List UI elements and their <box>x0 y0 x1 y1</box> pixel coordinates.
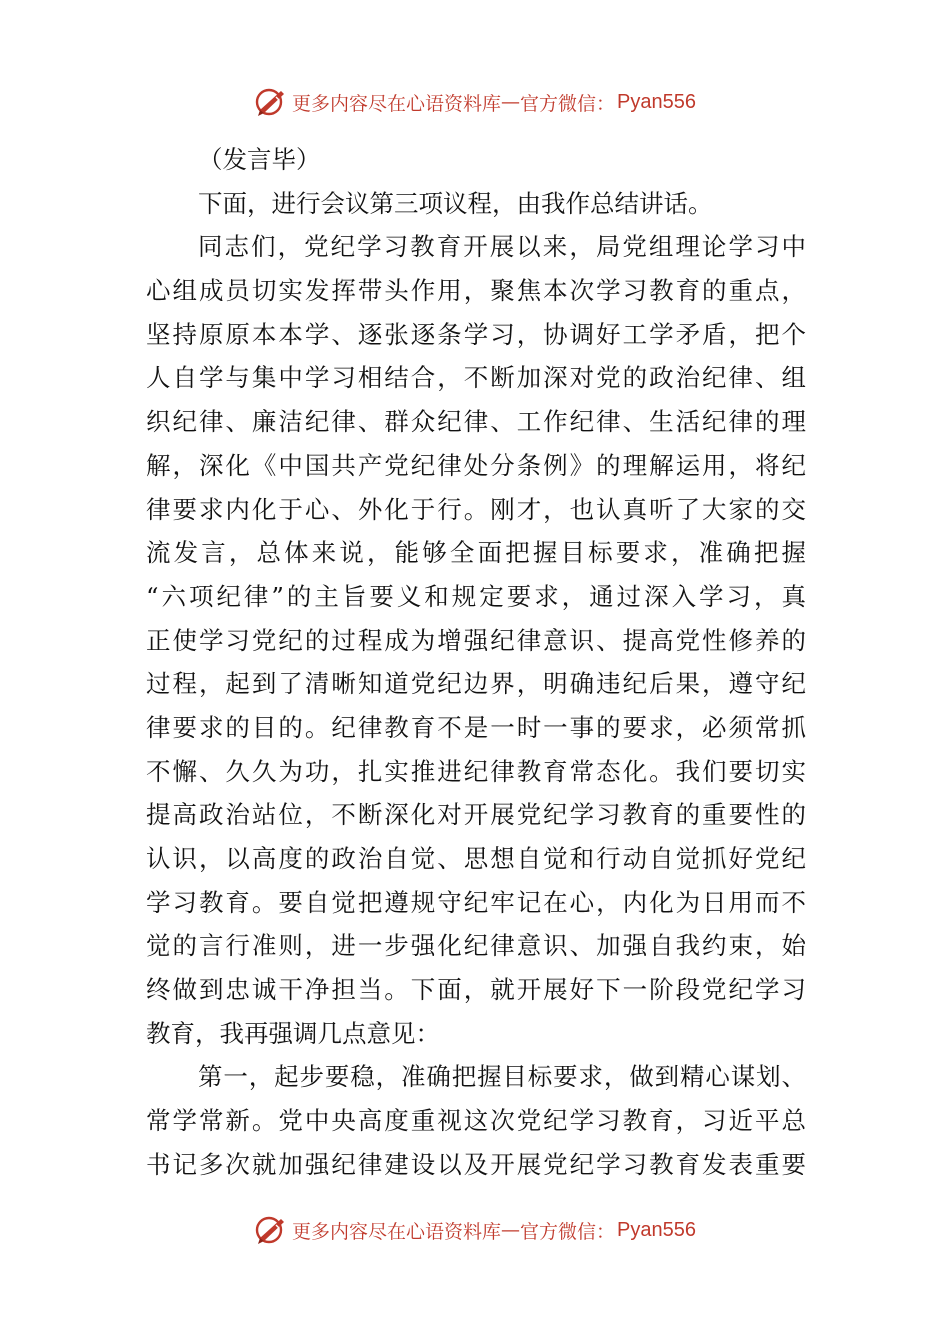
paragraph-line: 觉的言行准则，进一步强化纪律意识、加强自我约束，始 <box>146 931 806 961</box>
paragraph-line: “六项纪律”的主旨要义和规定要求，通过深入学习，真 <box>146 581 806 611</box>
paragraph-line: 认识，以高度的政治自觉、思想自觉和行动自觉抓好党纪 <box>146 844 806 873</box>
paragraph-line: 心组成员切实发挥带头作用，聚焦本次学习教育的重点， <box>146 276 806 306</box>
pen-logo-icon <box>254 1213 288 1247</box>
paragraph-line: （发言毕） <box>198 145 321 174</box>
paragraph-line: 律要求的目的。纪律教育不是一时一事的要求，必须常抓 <box>146 712 806 742</box>
banner-wechat-label: 官方微信： <box>520 92 616 115</box>
paragraph-line: 人自学与集中学习相结合，不断加深对党的政治纪律、组 <box>146 363 806 393</box>
paragraph-line: 常学常新。党中央高度重视这次党纪学习教育，习近平总 <box>146 1106 806 1136</box>
footer-banner <box>0 1210 950 1250</box>
banner-text: 更多内容尽在心语资料库 <box>292 92 502 115</box>
banner-wechat-id: Pyan556 <box>617 1218 696 1241</box>
paragraph-line: 不懈、久久为功，扎实推进纪律教育常态化。我们要切实 <box>146 756 806 786</box>
paragraph-line: 第一，起步要稳，准确把握目标要求，做到精心谋划、 <box>198 1062 806 1092</box>
paragraph-line: 织纪律、廉洁纪律、群众纪律、工作纪律、生活纪律的理 <box>146 407 806 437</box>
paragraph-line: 坚持原原本本学、逐张逐条学习，协调好工学矛盾，把个 <box>146 319 806 349</box>
paragraph-line: 终做到忠诚干净担当。下面，就开展好下一阶段党纪学习 <box>146 975 806 1005</box>
paragraph-line: 书记多次就加强纪律建设以及开展党纪学习教育发表重要 <box>146 1149 806 1179</box>
banner-wechat-id: Pyan556 <box>617 90 696 113</box>
paragraph-line: 下面，进行会议第三项议程，由我作总结讲话。 <box>198 188 713 218</box>
banner-separator: — <box>501 91 521 113</box>
paragraph-line: 教育，我再强调几点意见： <box>146 1018 440 1048</box>
paragraph-line: 律要求内化于心、外化于行。刚才，也认真听了大家的交 <box>146 494 806 524</box>
paragraph-line: 过程，起到了清晰知道党纪边界，明确违纪后果，遵守纪 <box>146 669 806 699</box>
paragraph-line: 学习教育。要自觉把遵规守纪牢记在心，内化为日用而不 <box>146 887 806 917</box>
paragraph-line: 流发言，总体来说，能够全面把握目标要求，准确把握 <box>146 538 806 568</box>
pen-logo-icon <box>254 85 288 119</box>
paragraph-line: 正使学习党纪的过程成为增强纪律意识、提高党性修养的 <box>146 625 806 655</box>
paragraph-line: 提高政治站位，不断深化对开展党纪学习教育的重要性的 <box>146 800 806 830</box>
header-banner <box>0 82 950 122</box>
banner-separator: — <box>501 1219 521 1241</box>
paragraph-line: 同志们，党纪学习教育开展以来，局党组理论学习中 <box>198 232 806 262</box>
paragraph-line: 解，深化《中国共产党纪律处分条例》的理解运用，将纪 <box>146 450 806 480</box>
document-body <box>146 138 806 1187</box>
banner-wechat-label: 官方微信： <box>520 1220 616 1243</box>
banner-text: 更多内容尽在心语资料库 <box>292 1220 502 1243</box>
